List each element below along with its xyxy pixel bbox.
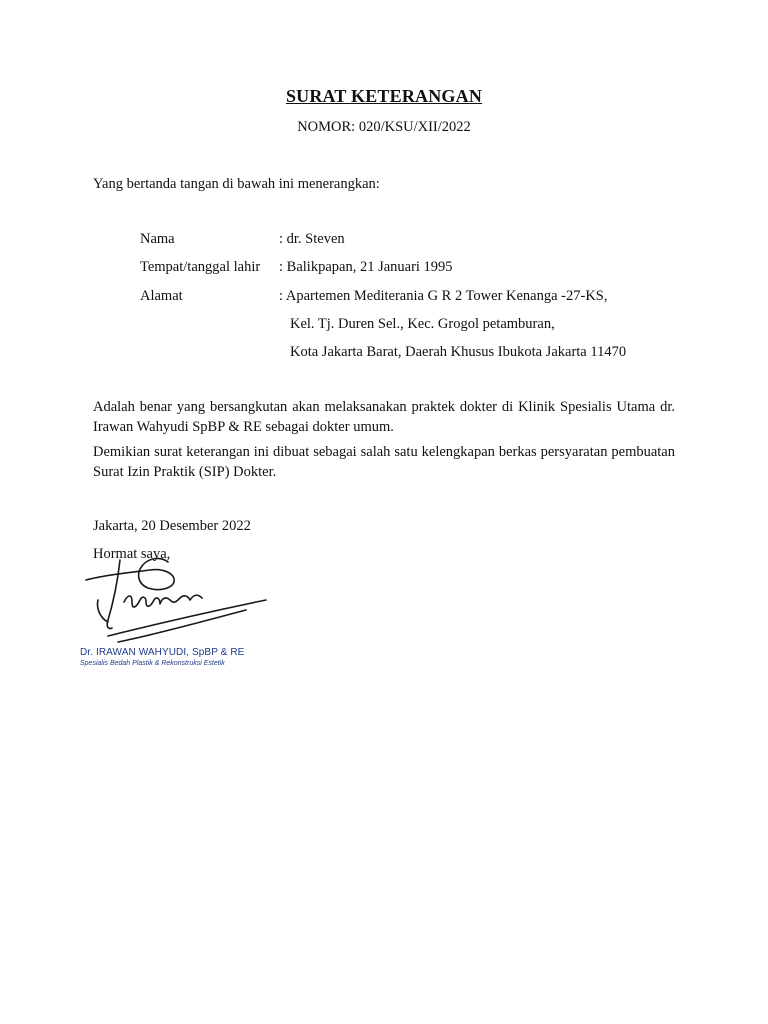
paragraph-statement: Adalah benar yang bersangkutan akan melaksanakan praktek dokter di Klinik Spesialis Utama dr. Irawan Wahyudi SpBP & RE sebagai dokter umum. [93,399,675,435]
field-address-label: Alamat [140,288,183,304]
field-name-value: : dr. Steven [279,231,345,247]
stamp-name: Dr. IRAWAN WAHYUDI, SpBP & RE [80,647,245,658]
document-title: SURAT KETERANGAN [285,86,483,106]
address-line-3: Kota Jakarta Barat, Daerah Khusus Ibukota Jakarta 11470 [290,344,627,360]
intro-text: Yang bertanda tangan di bawah ini menerangkan: [93,176,380,192]
field-birth-label: Tempat/tanggal lahir [140,259,261,275]
paragraph-closing: Demikian surat keterangan ini dibuat sebagai salah satu kelengkapan berkas persyaratan pembuatan Surat Izin Praktik (SIP) Dokter. [93,444,675,480]
document-number: NOMOR: 020/KSU/XII/2022 [297,119,471,135]
closing-salutation: Hormat saya, [93,546,171,562]
field-name-label: Nama [140,231,175,247]
place-date: Jakarta, 20 Desember 2022 [93,518,251,534]
field-birth-value: : Balikpapan, 21 Januari 1995 [279,259,453,275]
stamp-subtitle: Spesialis Bedah Plastik & Rekonstruksi Estetik [80,660,225,667]
address-line-2: Kel. Tj. Duren Sel., Kec. Grogol petamburan, [290,316,555,332]
field-address-value: : Apartemen Mediterania G R 2 Tower Kenanga -27-KS, [279,288,608,304]
signature-image [78,548,278,678]
